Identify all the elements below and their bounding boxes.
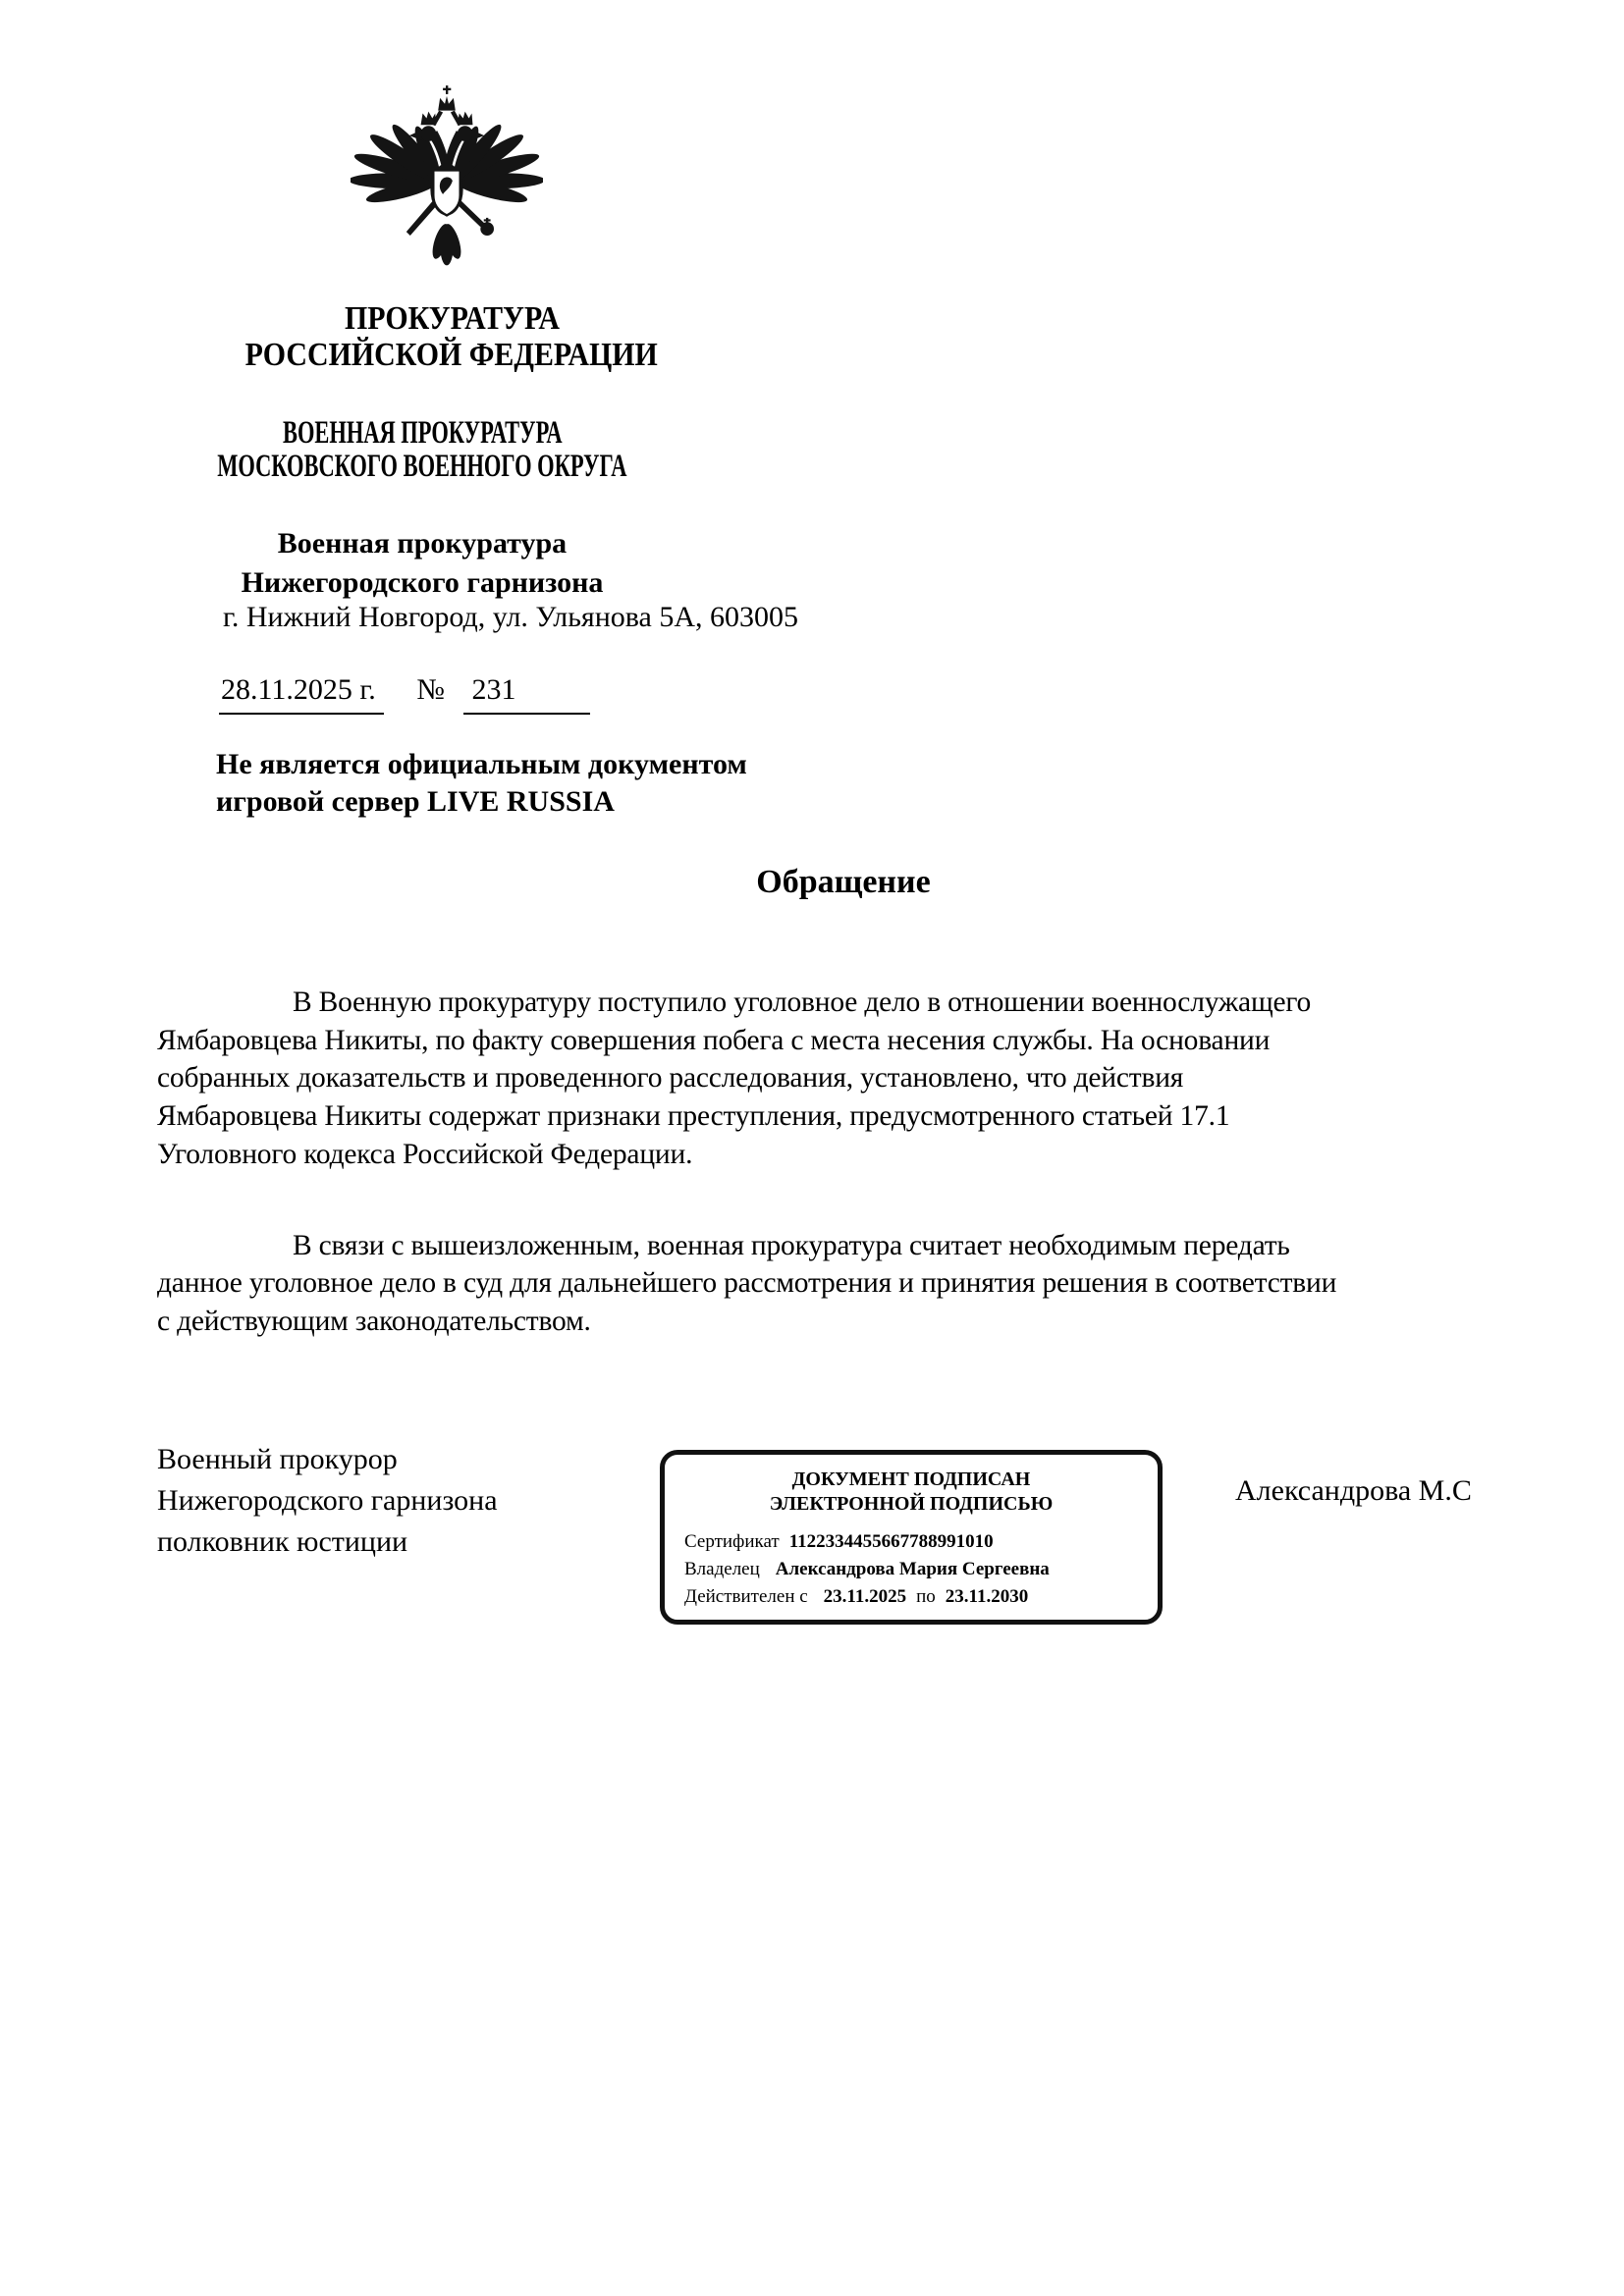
signer-post-line3: полковник юстиции [157,1525,408,1558]
unit-name-line2: МОСКОВСКОГО ВОЕННОГО ОКРУГА [217,449,627,484]
stamp-validity-row [684,1583,1158,1611]
office-name-line2: Нижегородского гарнизона [241,566,604,599]
document-date: 28.11.2025 г. [219,673,384,715]
signer-post-line1: Военный прокурор [157,1443,398,1475]
valid-from-label: Действителен с [684,1586,808,1607]
document-number: 231 [463,673,590,715]
disclaimer-line1: Не является официальным документом [216,748,747,780]
valid-to-date: 23.11.2030 [945,1586,1029,1607]
stamp-title [665,1468,1158,1517]
org-name-line1: ПРОКУРАТУРА [344,300,560,337]
valid-from-date: 23.11.2025 [823,1586,907,1607]
document-number-label: № [416,673,445,706]
certificate-label: Сертификат [684,1531,780,1552]
signer-post [157,1439,498,1563]
document-body [157,984,1350,1394]
military-prosecutor-header [108,416,736,483]
org-name-line2: РОССИЙСКОЙ ФЕДЕРАЦИИ [244,337,659,373]
unit-name-line1: ВОЕННАЯ ПРОКУРАТУРА [282,415,563,451]
russian-coat-of-arms-icon [351,80,543,294]
disclaimer [216,746,747,821]
owner-label: Владелец [684,1559,760,1579]
stamp-owner-row [684,1556,1158,1583]
stamp-details [684,1528,1158,1611]
garrison-office-header [128,524,717,603]
office-address: г. Нижний Новгород, ул. Ульянова 5А, 603005 [222,601,799,633]
office-name-line1: Военная прокуратура [277,527,568,560]
stamp-title-line2: ЭЛЕКТРОННОЙ ПОДПИСЬЮ [769,1493,1054,1515]
signer-name: Александрова М.С [1235,1474,1472,1507]
body-paragraph-1: В Военную прокуратуру поступило уголовное дело в отношении военнослужащего Ямбаровцева Никиты, по факту совершения побега с места несения службы. На основании собранных доказательств и проведенного расследования, установлено, что действия Ямбаровцева Никиты содержат признаки преступления, предусмотренного статьей 17.1 Уголовного кодекса Российской Федерации. [157,987,1312,1170]
signer-post-line2: Нижегородского гарнизона [157,1484,498,1517]
valid-to-label: по [916,1586,936,1607]
document-title: Обращение [756,864,931,900]
stamp-certificate-row [684,1528,1158,1556]
electronic-signature-stamp [660,1450,1163,1625]
stamp-title-line1: ДОКУМЕНТ ПОДПИСАН [791,1468,1031,1490]
reference-line [219,673,590,715]
disclaimer-line2: игровой сервер LIVE RUSSIA [216,785,615,818]
owner-name: Александрова Мария Сергеевна [775,1559,1050,1579]
prosecutor-office-header [137,300,766,373]
body-paragraph-2: В связи с вышеизложенным, военная прокуратура считает необходимым передать данное уголовное дело в суд для дальнейшего рассмотрения и принятия решения в соответствии с действующим законодательством. [157,1229,1337,1337]
certificate-number: 1122334455667788991010 [788,1531,994,1552]
